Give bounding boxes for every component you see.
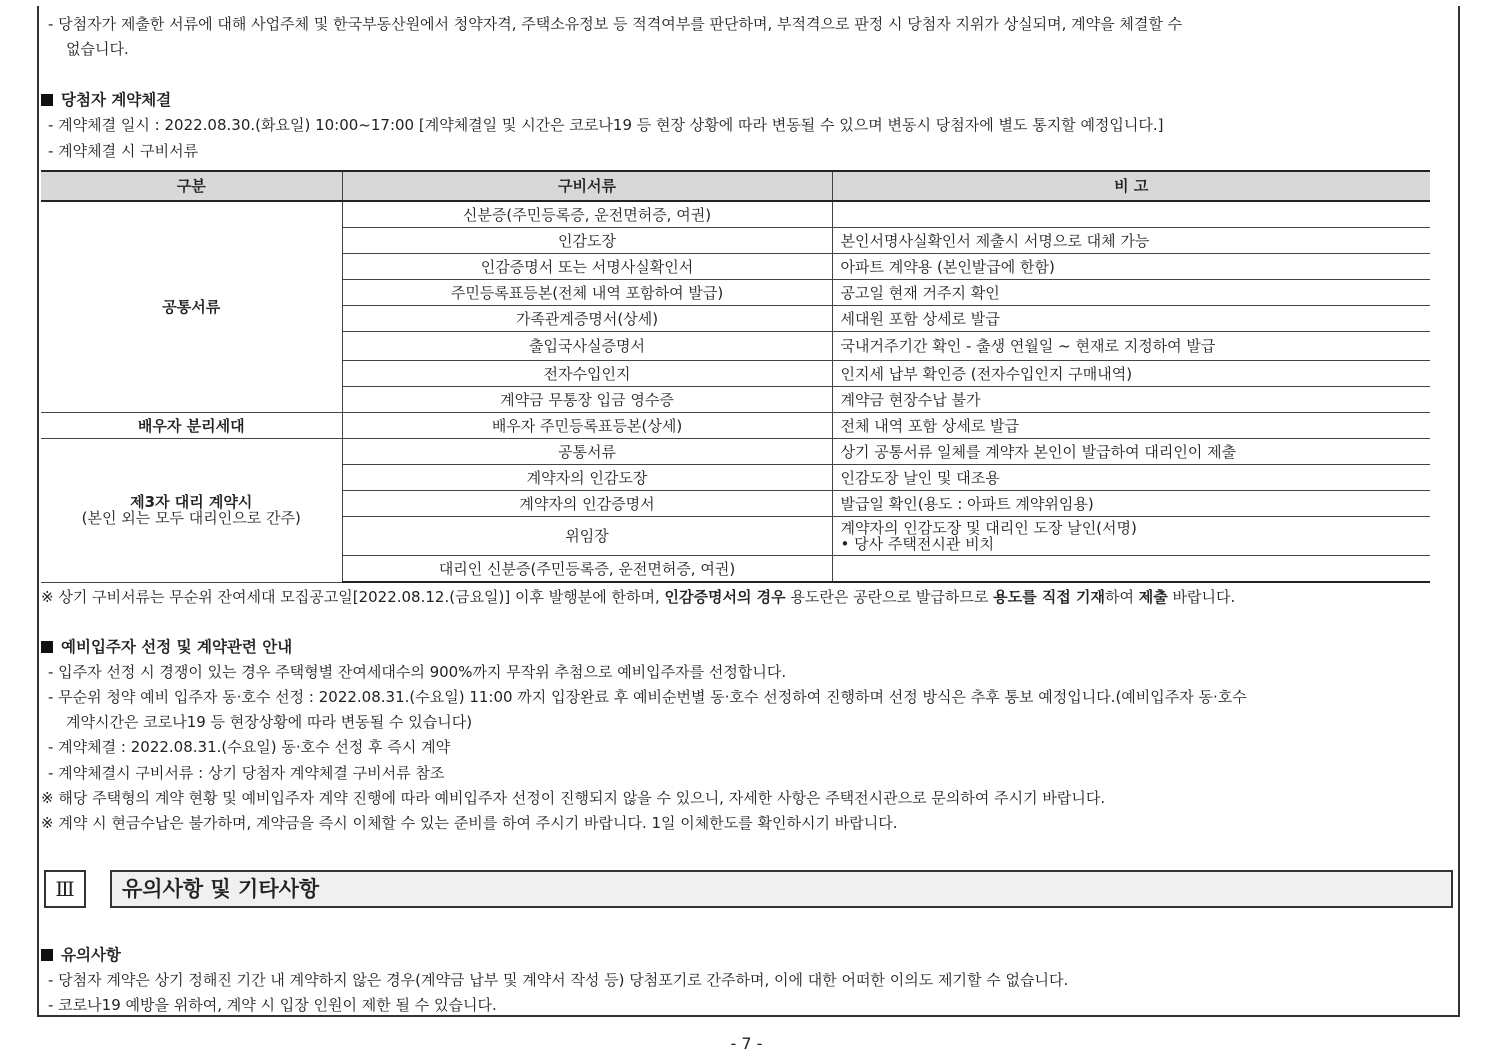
contract-datetime: - 계약체결 일시 : 2022.08.30.(화요일) 10:00~17:00 [계약체결일 및 시간은 코로나19 등 현장 상황에 따라 변동될 수 있으며 변동시 당첨자에 별도 통지할 예정입니다.]: [48, 116, 1164, 134]
doc-cell: 배우자 주민등록표등본(상세): [342, 413, 832, 439]
square-bullet-icon: [41, 94, 53, 106]
table-row: [41, 413, 1430, 439]
reserve-line-7: ※ 계약 시 현금수납은 불가하며, 계약금을 즉시 이체할 수 있는 준비를 하여 주시기 바랍니다. 1일 이체한도를 확인하시기 바랍니다.: [41, 814, 898, 832]
category-common: 공통서류: [41, 201, 342, 413]
doc-cell: 주민등록표등본(전체 내역 포함하여 발급): [342, 280, 832, 306]
square-bullet-icon: [41, 949, 53, 961]
category-proxy-subtitle: (본인 외는 모두 대리인으로 간주): [81, 509, 301, 528]
doc-cell: 신분증(주민등록증, 운전면허증, 여권): [342, 201, 832, 228]
reserve-line-1: - 입주자 선정 시 경쟁이 있는 경우 주택형별 잔여세대수의 900%까지 무작위 추첨으로 예비입주자를 선정합니다.: [48, 663, 787, 681]
note-cell: 상기 공통서류 일체를 계약자 본인이 발급하여 대리인이 제출: [832, 439, 1430, 465]
reserve-line-5: - 계약체결시 구비서류 : 상기 당첨자 계약체결 구비서류 참조: [48, 764, 445, 782]
header-remarks: 비 고: [832, 171, 1430, 201]
table-row: [41, 439, 1430, 465]
square-bullet-icon: [41, 641, 53, 653]
doc-cell: 계약자의 인감증명서: [342, 491, 832, 517]
reserve-heading: 예비입주자 선정 및 계약관련 안내: [41, 637, 292, 657]
note-cell: [832, 201, 1430, 228]
note-cell: 전체 내역 포함 상세로 발급: [832, 413, 1430, 439]
doc-cell: 출입국사실증명서: [342, 332, 832, 361]
section-number: Ⅲ: [44, 870, 86, 908]
note-cell: 세대원 포함 상세로 발급: [832, 306, 1430, 332]
caution-line-2: - 코로나19 예방을 위하여, 계약 시 입장 인원이 제한 될 수 있습니다.: [48, 996, 497, 1014]
note-cell: [832, 517, 1430, 556]
doc-cell: 계약자의 인감도장: [342, 465, 832, 491]
doc-cell: 대리인 신분증(주민등록증, 운전면허증, 여권): [342, 556, 832, 583]
doc-cell: 계약금 무통장 입금 영수증: [342, 387, 832, 413]
header-category: 구분: [41, 171, 342, 201]
reserve-line-4: - 계약체결 : 2022.08.31.(수요일) 동·호수 선정 후 즉시 계약: [48, 738, 451, 756]
note-cell: 인감도장 날인 및 대조용: [832, 465, 1430, 491]
doc-cell: 인감도장: [342, 228, 832, 254]
contract-heading: 당첨자 계약체결: [41, 90, 171, 110]
section-title: 유의사항 및 기타사항: [110, 870, 1453, 908]
doc-cell: 위임장: [342, 517, 832, 556]
note-line: • 당사 주택전시관 비치: [840, 535, 995, 553]
note-cell: 계약금 현장수납 불가: [832, 387, 1430, 413]
category-proxy: [41, 439, 342, 583]
note-cell: 공고일 현재 거주지 확인: [832, 280, 1430, 306]
reserve-line-2: - 무순위 청약 예비 입주자 동·호수 선정 : 2022.08.31.(수요일) 11:00 까지 입장완료 후 예비순번별 동·호수 선정하여 진행하며 선정 방식은 추후 통보 예정입니다.(예비입주자 동·호수: [48, 688, 1247, 706]
note-cell: 발급일 확인(용도 : 아파트 계약위임용): [832, 491, 1430, 517]
intro-line-1: - 당첨자가 제출한 서류에 대해 사업주체 및 한국부동산원에서 청약자격, 주택소유정보 등 적격여부를 판단하며, 부적격으로 판정 시 당첨자 지위가 상실되며, 계약을 체결할 수: [48, 15, 1183, 33]
caution-line-1: - 당첨자 계약은 상기 정해진 기간 내 계약하지 않은 경우(계약금 납부 및 계약서 작성 등) 당첨포기로 간주하며, 이에 대한 어떠한 이의도 제기할 수 없습니다.: [48, 971, 1069, 989]
note-line: 계약자의 인감도장 및 대리인 도장 날인(서명): [840, 519, 1137, 537]
note-cell: [832, 556, 1430, 583]
doc-cell: 가족관계증명서(상세): [342, 306, 832, 332]
note-cell: 국내거주기간 확인 - 출생 연월일 ~ 현재로 지정하여 발급: [832, 332, 1430, 361]
doc-cell: 인감증명서 또는 서명사실확인서: [342, 254, 832, 280]
intro-line-2: 없습니다.: [66, 40, 129, 58]
documents-note: ※ 상기 구비서류는 무순위 잔여세대 모집공고일[2022.08.12.(금요일)] 이후 발행분에 한하며, 인감증명서의 경우 용도란은 공란으로 발급하므로 용도를 직접 기재하여 제출 바랍니다.: [41, 588, 1236, 606]
table-row: [41, 201, 1430, 228]
reserve-line-6: ※ 해당 주택형의 계약 현황 및 예비입주자 계약 진행에 따라 예비입주자 선정이 진행되지 않을 수 있으니, 자세한 사항은 주택전시관으로 문의하여 주시기 바랍니다.: [41, 789, 1106, 807]
required-documents-table: [41, 170, 1430, 583]
caution-heading: 유의사항: [41, 945, 121, 965]
note-cell: 아파트 계약용 (본인발급에 한함): [832, 254, 1430, 280]
contract-docs-label: - 계약체결 시 구비서류: [48, 142, 199, 160]
doc-cell: 전자수입인지: [342, 361, 832, 387]
note-cell: 인지세 납부 확인증 (전자수입인지 구매내역): [832, 361, 1430, 387]
category-proxy-title: 제3자 대리 계약시: [130, 493, 253, 512]
header-documents: 구비서류: [342, 171, 832, 201]
category-spouse: 배우자 분리세대: [41, 413, 342, 439]
table-header-row: [41, 171, 1430, 201]
note-cell: 본인서명사실확인서 제출시 서명으로 대체 가능: [832, 228, 1430, 254]
reserve-line-3: 계약시간은 코로나19 등 현장상황에 따라 변동될 수 있습니다): [66, 713, 473, 731]
page-number: - 7 -: [730, 1034, 763, 1053]
doc-cell: 공통서류: [342, 439, 832, 465]
